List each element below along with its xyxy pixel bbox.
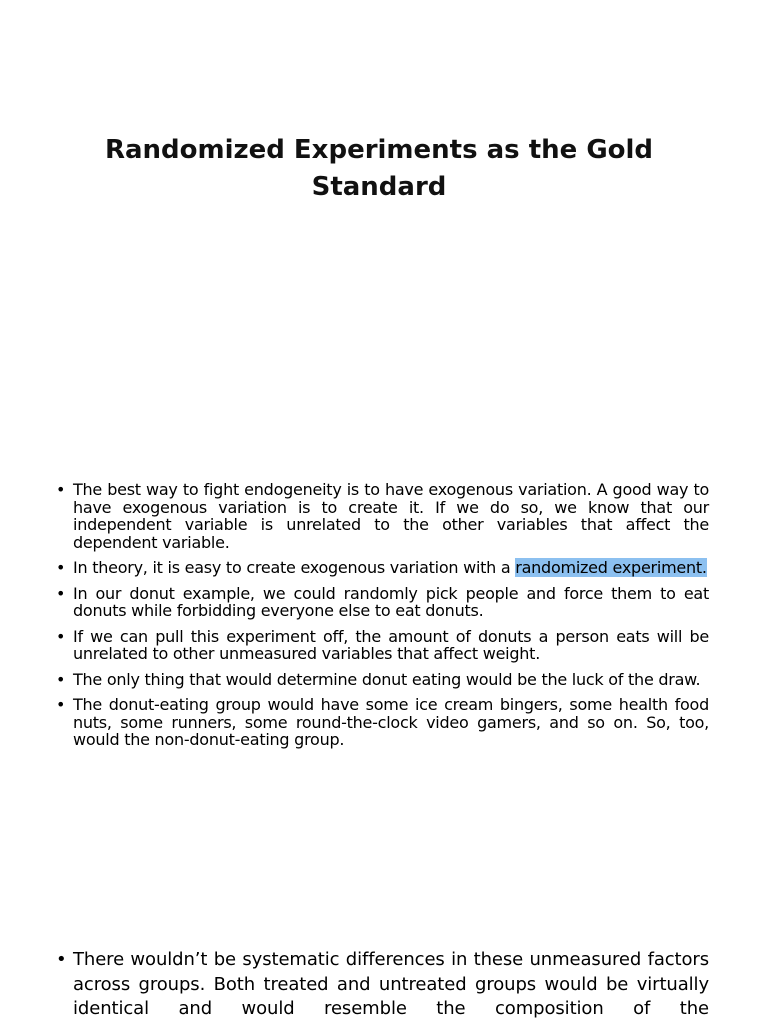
bullet-text: The donut-eating group would have some ice cream bingers, some health food nuts, some runners, some round-the-clock video gamers, and so on. So, too, would the non-donut-eating group. <box>73 695 709 749</box>
bullet-text: The only thing that would determine donut eating would be the luck of the draw. <box>73 669 701 689</box>
bullet-marker: • <box>56 558 66 577</box>
slide-title: Randomized Experiments as the Gold Standard <box>104 135 654 202</box>
list-item <box>56 628 709 663</box>
list-item <box>56 559 709 577</box>
next-slide-bullet-list <box>56 948 709 1022</box>
bullet-text: In theory, it is easy to create exogenous variation with a <box>73 558 516 577</box>
bullet-marker: • <box>56 583 66 603</box>
bullet-marker: • <box>56 626 66 646</box>
list-item <box>56 585 709 620</box>
bullet-text: If we can pull this experiment off, the amount of donuts a person eats will be unrelated to other unmeasured variables that affect weight. <box>73 626 709 663</box>
bullet-marker: • <box>56 949 67 970</box>
list-item <box>56 671 709 689</box>
bullet-list <box>56 481 709 757</box>
list-item <box>56 481 709 551</box>
bullet-marker: • <box>56 480 66 499</box>
bullet-text: In our donut example, we could randomly pick people and force them to eat donuts while forbidding everyone else to eat donuts. <box>73 583 709 620</box>
highlighted-selection[interactable]: randomized experiment. <box>515 558 707 577</box>
bullet-marker: • <box>56 669 66 689</box>
bullet-text: The best way to fight endogeneity is to have exogenous variation. A good way to have exogenous variation is to create it. If we do so, we know that our independent variable is unrelated to the other variables that affect the dependent variable. <box>73 480 709 552</box>
list-item <box>56 696 709 749</box>
bullet-marker: • <box>56 695 66 714</box>
bullet-text: There wouldn’t be systematic differences in these unmeasured factors across groups. Both treated and untreated groups would be virtually identical and would resemble the composition of the <box>73 949 709 1019</box>
list-item <box>56 948 709 1022</box>
